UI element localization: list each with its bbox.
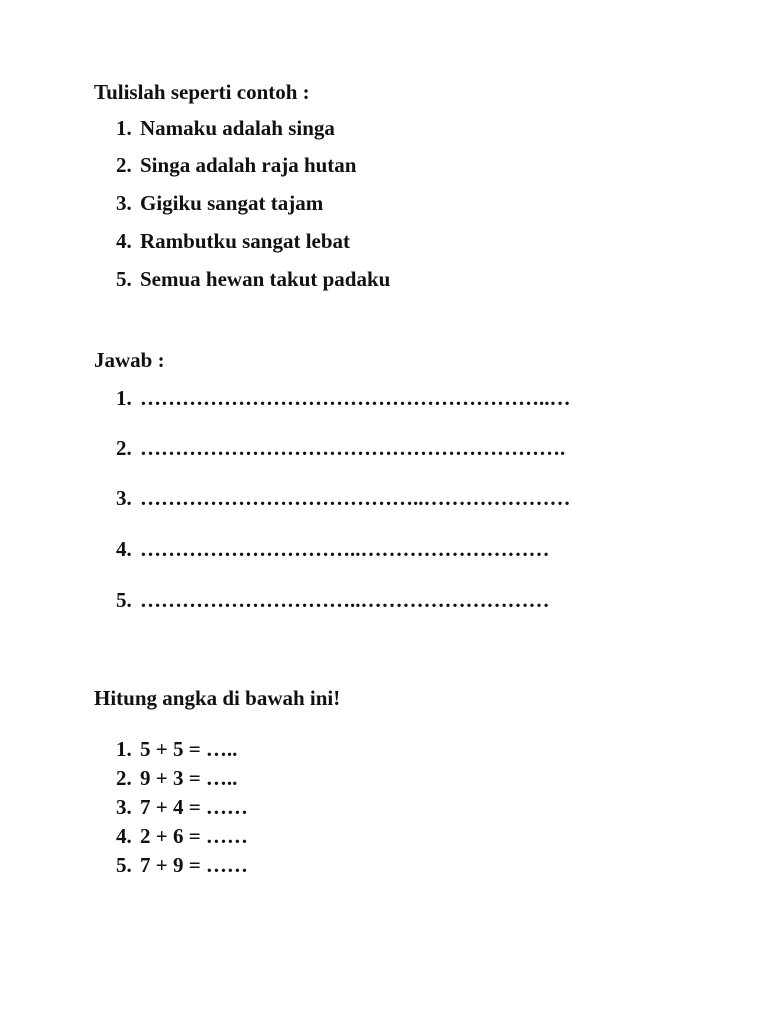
example-text: Singa adalah raja hutan <box>140 153 357 177</box>
example-item <box>116 229 350 253</box>
answer-blank: ……………………………………………………. <box>140 436 566 460</box>
example-item <box>116 191 323 215</box>
math-expression: 9 + 3 = ….. <box>140 766 238 790</box>
math-number: 1. <box>116 737 132 761</box>
math-expression: 5 + 5 = ….. <box>140 737 238 761</box>
example-text: Namaku adalah singa <box>140 116 335 140</box>
answer-number: 1. <box>116 386 132 410</box>
math-number: 2. <box>116 766 132 790</box>
answer-number: 4. <box>116 537 132 561</box>
math-expression: 7 + 9 = …… <box>140 853 248 877</box>
math-item <box>116 766 237 790</box>
example-text: Semua hewan takut padaku <box>140 267 391 291</box>
math-item <box>116 795 248 819</box>
answer-line <box>116 537 550 561</box>
math-item <box>116 737 237 761</box>
example-number: 1. <box>116 116 132 140</box>
answer-line <box>116 588 550 612</box>
answer-blank: …………………………..……………………… <box>140 537 550 561</box>
example-number: 5. <box>116 267 132 291</box>
answer-line <box>116 386 571 410</box>
example-number: 3. <box>116 191 132 215</box>
answer-blank: …………………………………………………..… <box>140 386 571 410</box>
answer-number: 3. <box>116 486 132 510</box>
math-number: 3. <box>116 795 132 819</box>
answer-blank: …………………………..……………………… <box>140 588 550 612</box>
example-item <box>116 153 356 177</box>
math-number: 4. <box>116 824 132 848</box>
example-number: 2. <box>116 153 132 177</box>
answer-number: 2. <box>116 436 132 460</box>
answer-line <box>116 486 571 510</box>
example-item <box>116 116 335 140</box>
answers-heading: Jawab : <box>94 348 165 372</box>
math-heading: Hitung angka di bawah ini! <box>94 686 341 710</box>
answer-number: 5. <box>116 588 132 612</box>
answer-blank: …………………………………..………………… <box>140 486 571 510</box>
math-item <box>116 853 248 877</box>
example-text: Gigiku sangat tajam <box>140 191 324 215</box>
math-item <box>116 824 248 848</box>
math-expression: 2 + 6 = …… <box>140 824 248 848</box>
math-expression: 7 + 4 = …… <box>140 795 248 819</box>
math-number: 5. <box>116 853 132 877</box>
example-text: Rambutku sangat lebat <box>140 229 351 253</box>
example-item <box>116 267 390 291</box>
answer-line <box>116 436 565 460</box>
example-number: 4. <box>116 229 132 253</box>
examples-heading: Tulislah seperti contoh : <box>94 80 310 104</box>
